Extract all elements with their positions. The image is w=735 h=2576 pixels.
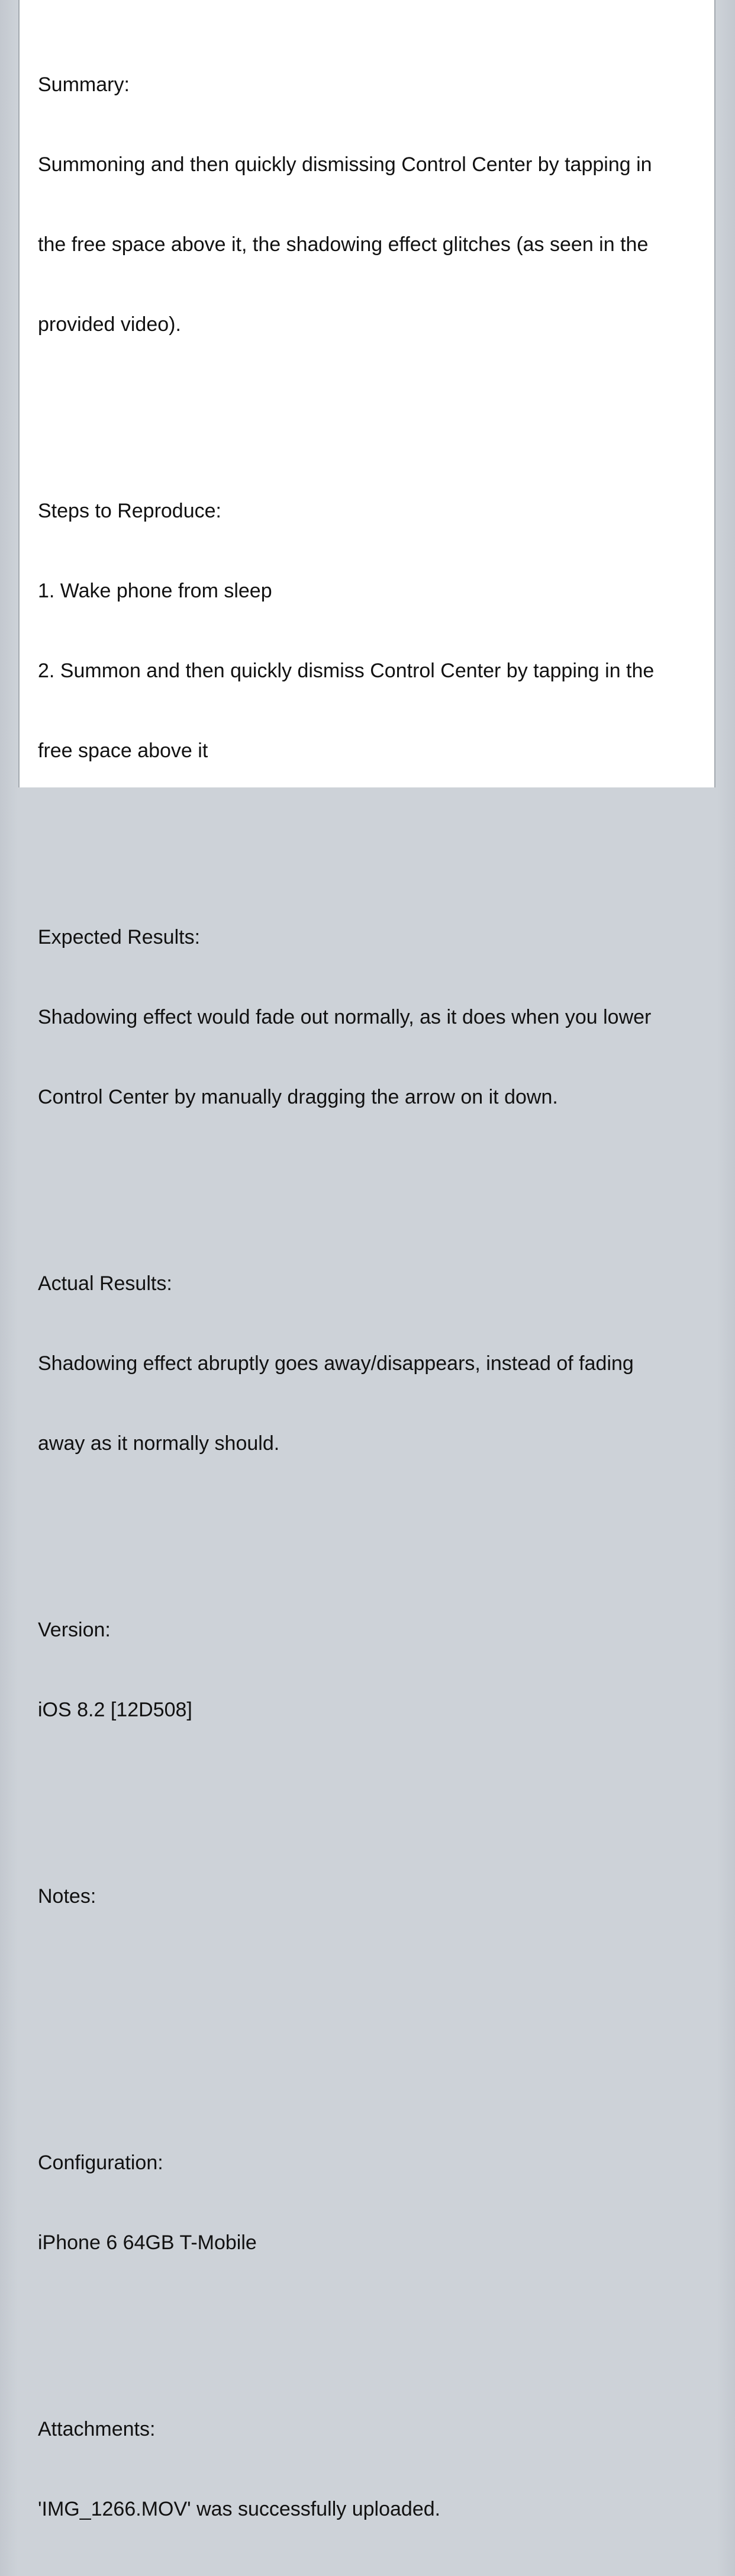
- blank-line: [38, 2043, 704, 2070]
- summary-line: Summoning and then quickly dismissing Control Center by tapping in: [38, 153, 652, 176]
- steps-heading: Steps to Reproduce:: [38, 500, 221, 522]
- attachment-status: 'IMG_1266.MOV' was successfully uploaded.: [38, 2498, 441, 2520]
- expected-line: Shadowing effect would fade out normally, as it does when you lower: [38, 1006, 652, 1028]
- bug-report-text: [38, 18, 704, 2576]
- summary-line: provided video).: [38, 313, 181, 336]
- attachments-heading: Attachments:: [38, 2418, 156, 2440]
- steps-line: free space above it: [38, 739, 208, 762]
- blank-line: [38, 1510, 704, 1537]
- steps-line: 1. Wake phone from sleep: [38, 580, 272, 602]
- actual-line: away as it normally should.: [38, 1432, 280, 1455]
- expected-heading: Expected Results:: [38, 926, 201, 948]
- blank-line: [38, 818, 704, 844]
- configuration-heading: Configuration:: [38, 2152, 163, 2174]
- configuration-value: iPhone 6 64GB T-Mobile: [38, 2231, 257, 2254]
- blank-line: [38, 391, 704, 418]
- summary-line: the free space above it, the shadowing effect glitches (as seen in the: [38, 233, 649, 256]
- summary-heading: Summary:: [38, 73, 130, 96]
- blank-line: [38, 2310, 704, 2336]
- version-heading: Version:: [38, 1619, 111, 1641]
- blank-line: [38, 1963, 704, 1990]
- blank-line: [38, 1164, 704, 1191]
- steps-line: 2. Summon and then quickly dismiss Control Center by tapping in the: [38, 660, 655, 682]
- version-value: iOS 8.2 [12D508]: [38, 1699, 192, 1721]
- expected-line: Control Center by manually dragging the arrow on it down.: [38, 1086, 558, 1108]
- actual-heading: Actual Results:: [38, 1272, 172, 1295]
- blank-line: [38, 1777, 704, 1803]
- actual-line: Shadowing effect abruptly goes away/disappears, instead of fading: [38, 1352, 634, 1375]
- bug-report-panel: [18, 0, 715, 2520]
- notes-heading: Notes:: [38, 1885, 96, 1908]
